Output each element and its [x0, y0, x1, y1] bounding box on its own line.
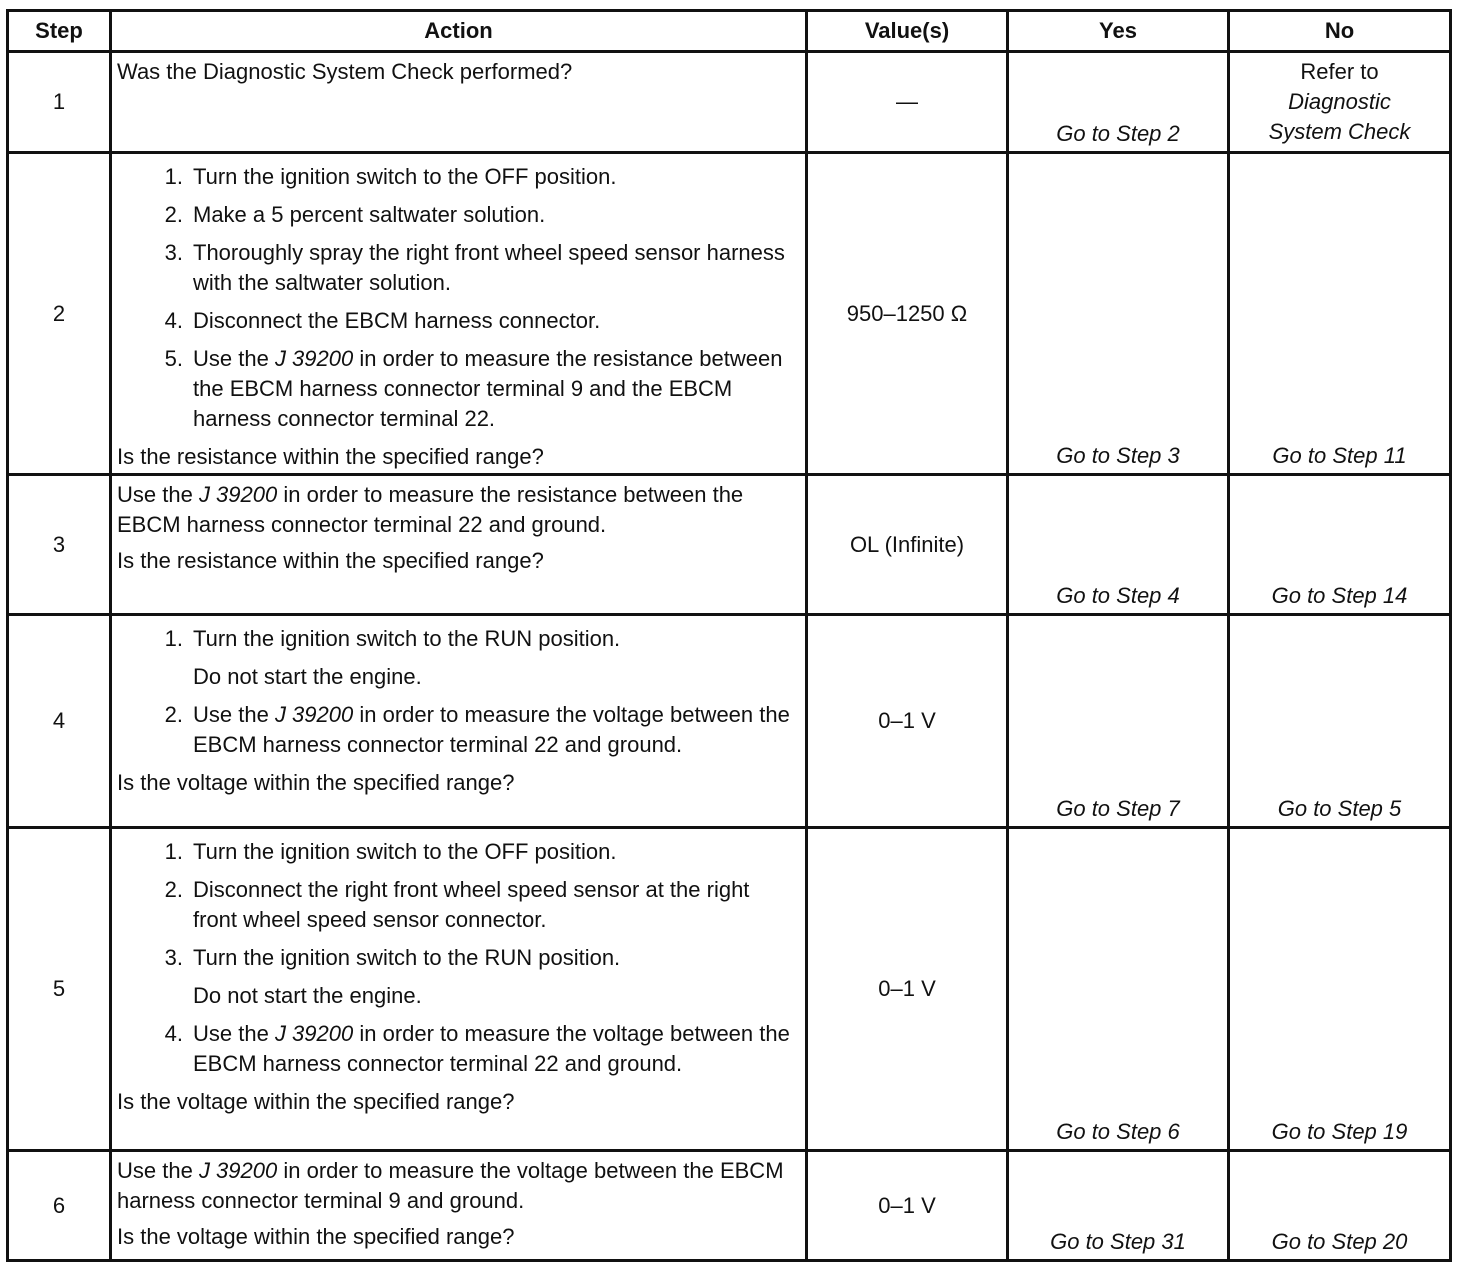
- no-link[interactable]: Go to Step 19: [1229, 828, 1451, 1151]
- item-number: [117, 981, 193, 1011]
- tool-name: J 39200: [274, 702, 354, 727]
- action-cell: [111, 475, 807, 615]
- item-text: Do not start the engine.: [193, 664, 422, 689]
- no-link[interactable]: Go to Step 5: [1229, 615, 1451, 828]
- question-text: Is the voltage within the specified range?: [117, 1089, 515, 1114]
- yes-link[interactable]: Go to Step 3: [1008, 153, 1229, 475]
- list-item: [117, 238, 797, 298]
- question-text: Is the voltage within the specified range?: [117, 1224, 515, 1249]
- no-link[interactable]: Go to Step 11: [1229, 153, 1451, 475]
- action-text: [117, 480, 797, 540]
- header-values: Value(s): [807, 11, 1008, 52]
- text-pre: Use the: [193, 346, 275, 371]
- table-row: [8, 475, 1451, 615]
- header-step: Step: [8, 11, 111, 52]
- text-pre: Use the: [117, 1158, 199, 1183]
- value-cell: 0–1 V: [807, 828, 1008, 1151]
- list-item: [117, 981, 797, 1011]
- no-refer-link-2[interactable]: System Check: [1268, 119, 1411, 144]
- action-cell: [111, 1151, 807, 1261]
- table-row: [8, 52, 1451, 153]
- list-item: [117, 1019, 797, 1079]
- step-number: 5: [8, 828, 111, 1151]
- no-cell[interactable]: [1229, 52, 1451, 153]
- action-text: Was the Diagnostic System Check performed?: [117, 59, 573, 84]
- action-cell: [111, 615, 807, 828]
- item-text: Make a 5 percent saltwater solution.: [193, 202, 546, 227]
- action-cell: [111, 52, 807, 153]
- step-number: 2: [8, 153, 111, 475]
- tool-name: J 39200: [198, 1158, 278, 1183]
- text-pre: Use the: [193, 1021, 275, 1046]
- item-number: 4.: [164, 1021, 183, 1046]
- item-number: 3.: [164, 240, 183, 265]
- item-number: 2.: [164, 877, 183, 902]
- table-row: [8, 828, 1451, 1151]
- tool-name: J 39200: [274, 346, 354, 371]
- item-text: [193, 1019, 797, 1079]
- yes-link[interactable]: Go to Step 31: [1008, 1151, 1229, 1261]
- item-number: 5.: [164, 346, 183, 371]
- yes-link[interactable]: Go to Step 7: [1008, 615, 1229, 828]
- value-cell: —: [807, 52, 1008, 153]
- item-text: Turn the ignition switch to the OFF position.: [193, 839, 617, 864]
- item-text: Do not start the engine.: [193, 983, 422, 1008]
- list-item: [117, 200, 797, 230]
- text-post: in order to measure the voltage between the EBCM harness connector terminal 9 and ground.: [117, 1158, 784, 1213]
- value-cell: 0–1 V: [807, 1151, 1008, 1261]
- item-text: Turn the ignition switch to the RUN position.: [193, 626, 621, 651]
- item-text: Disconnect the EBCM harness connector.: [193, 308, 601, 333]
- list-item: [117, 162, 797, 192]
- step-number: 4: [8, 615, 111, 828]
- table-row: [8, 615, 1451, 828]
- text-post: in order to measure the resistance between the EBCM harness connector terminal 9 and the EBCM harness connector terminal 22.: [193, 346, 783, 431]
- step-number: 3: [8, 475, 111, 615]
- list-item: [117, 306, 797, 336]
- no-refer-text: Refer to: [1300, 59, 1379, 84]
- yes-link[interactable]: Go to Step 6: [1008, 828, 1229, 1151]
- list-item: [117, 837, 797, 867]
- item-number: [117, 662, 193, 692]
- value-cell: 950–1250 Ω: [807, 153, 1008, 475]
- item-number: 2.: [164, 702, 183, 727]
- step-number: 6: [8, 1151, 111, 1261]
- table-row: [8, 1151, 1451, 1261]
- text-pre: Use the: [117, 482, 199, 507]
- yes-link[interactable]: Go to Step 4: [1008, 475, 1229, 615]
- item-number: 2.: [164, 202, 183, 227]
- no-refer-link-1[interactable]: Diagnostic: [1288, 89, 1391, 114]
- yes-link[interactable]: Go to Step 2: [1008, 52, 1229, 153]
- action-list: [117, 837, 797, 1079]
- item-text: Turn the ignition switch to the RUN position.: [193, 945, 621, 970]
- list-item: [117, 943, 797, 973]
- text-post: in order to measure the voltage between the EBCM harness connector terminal 22 and ground.: [193, 1021, 790, 1076]
- item-text: [193, 344, 797, 434]
- item-text: Disconnect the right front wheel speed sensor at the right front wheel speed sensor connector.: [193, 877, 750, 932]
- no-link[interactable]: Go to Step 20: [1229, 1151, 1451, 1261]
- item-text: [193, 700, 797, 760]
- header-row: [8, 11, 1451, 52]
- text-pre: Use the: [193, 702, 275, 727]
- question-text: Is the voltage within the specified range?: [117, 770, 515, 795]
- question-text: Is the resistance within the specified range?: [117, 444, 544, 469]
- item-text: Thoroughly spray the right front wheel speed sensor harness with the saltwater solution.: [193, 240, 785, 295]
- tool-name: J 39200: [198, 482, 278, 507]
- table-row: [8, 153, 1451, 475]
- action-cell: [111, 153, 807, 475]
- value-cell: 0–1 V: [807, 615, 1008, 828]
- list-item: [117, 700, 797, 760]
- list-item: [117, 624, 797, 654]
- list-item: [117, 662, 797, 692]
- list-item: [117, 344, 797, 434]
- text-post: in order to measure the resistance between the EBCM harness connector terminal 22 and ground.: [117, 482, 744, 537]
- header-no: No: [1229, 11, 1451, 52]
- item-number: 3.: [164, 945, 183, 970]
- action-text: [117, 1156, 797, 1216]
- header-action: Action: [111, 11, 807, 52]
- action-cell: [111, 828, 807, 1151]
- value-cell: OL (Infinite): [807, 475, 1008, 615]
- item-text: Turn the ignition switch to the OFF position.: [193, 164, 617, 189]
- tool-name: J 39200: [274, 1021, 354, 1046]
- item-number: 1.: [164, 839, 183, 864]
- no-link[interactable]: Go to Step 14: [1229, 475, 1451, 615]
- list-item: [117, 875, 797, 935]
- question-text: Is the resistance within the specified range?: [117, 548, 544, 573]
- header-yes: Yes: [1008, 11, 1229, 52]
- action-list: [117, 624, 797, 760]
- item-number: 1.: [164, 626, 183, 651]
- action-list: [117, 162, 797, 434]
- step-number: 1: [8, 52, 111, 153]
- item-number: 1.: [164, 164, 183, 189]
- diagnostic-table: [6, 9, 1452, 1262]
- item-number: 4.: [164, 308, 183, 333]
- text-post: in order to measure the voltage between the EBCM harness connector terminal 22 and ground.: [193, 702, 790, 757]
